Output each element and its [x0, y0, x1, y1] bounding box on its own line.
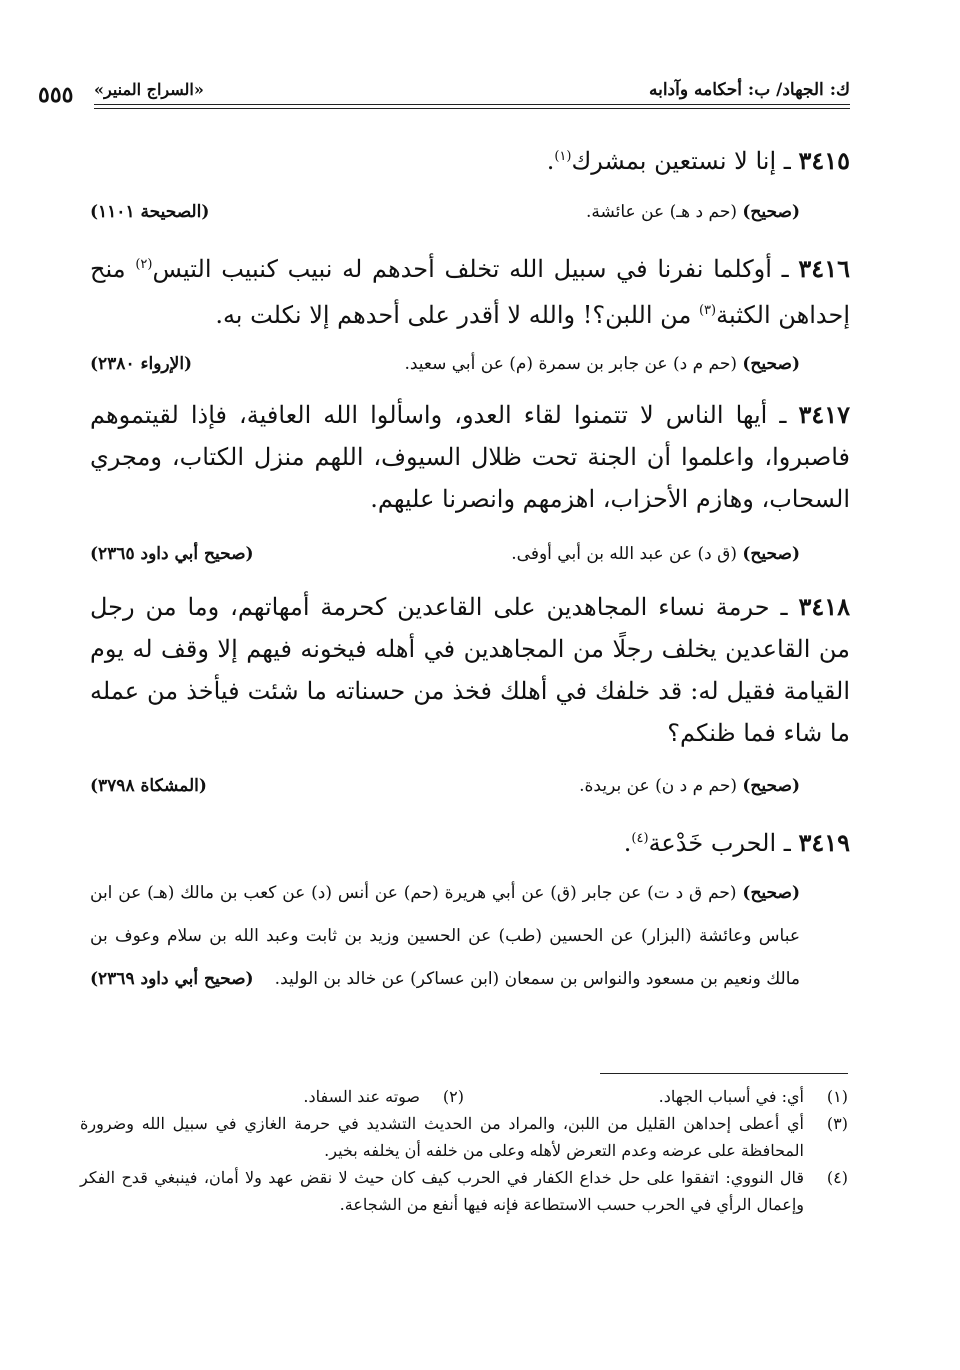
grade-label: (صحيح)	[742, 883, 801, 903]
grade-source: (حم د هـ) عن عائشة.	[585, 202, 737, 222]
footnote-number: (١)	[826, 1087, 848, 1106]
hadith-grade-3418	[90, 776, 800, 806]
grade-source: (ق د) عن عبد الله بن أبي أوفى.	[511, 544, 737, 564]
hadith-text: الحرب خَدْعة	[648, 829, 777, 857]
footnote-2	[80, 1083, 464, 1110]
hadith-3415: ٣٤١٥ ـ إنا لا نستعين بمشرك$^{(١)}$.	[546, 146, 850, 175]
hadith-3417: ٣٤١٧ ـ أيها الناس لا تتمنوا لقاء العدو، واسألوا الله العافية، فإذا لقيتموهم فاصبروا، واعلموا أن الجنة تحت ظلال السيوف، اللهم منزل الكتاب، ومجري السحاب، وهازم الأحزاب، اهزمهم وانصرنا عليهم.	[90, 400, 850, 513]
hadith-number: ٣٤١٨	[798, 592, 850, 621]
hadith-number: ٣٤١٥	[798, 146, 850, 175]
hadith-number: ٣٤١٦	[798, 254, 850, 283]
grade-reference: (الصحيحة ١١٠١)	[90, 202, 210, 222]
page-number: ٥٥٥	[38, 82, 74, 108]
footnote-text: أي: في أسباب الجهاد.	[658, 1087, 804, 1106]
header-rule	[94, 104, 850, 105]
running-header	[38, 72, 850, 108]
grade-label: (صحيح)	[742, 544, 800, 564]
book-title: «السراج المنير»	[94, 80, 204, 99]
grade-reference: (الإرواء ٢٣٨٠)	[90, 354, 193, 374]
hadith-3418: ٣٤١٨ ـ حرمة نساء المجاهدين على القاعدين كحرمة أمهاتهم، وما من رجل من القاعدين يخلف رجلًا من المجاهدين في أهله فيخونه فيهم إلا وقف له يوم القيامة فقيل له: قد خلفك في أهلك فخذ من حسناته ما شئت فيأخذ من عمله ما شاء فما ظنكم؟	[90, 592, 850, 747]
hadith-grade-3415	[90, 202, 800, 232]
footnote-1	[464, 1083, 848, 1110]
grade-reference: (صحيح أبي داود ٢٣٦٥)	[90, 544, 254, 564]
footnote-separator	[600, 1073, 848, 1074]
hadith-number: ٣٤١٧	[798, 400, 850, 429]
footnote-text: صوته عند السفاد.	[303, 1087, 420, 1106]
grade-label: (صحيح)	[742, 354, 800, 374]
hadith-text: إنا لا نستعين بمشرك	[571, 147, 777, 175]
hadith-text: منح إحداهن الكثبة	[90, 255, 850, 329]
grade-label: (صحيح)	[742, 776, 800, 796]
hadith-grade-3419	[90, 872, 800, 1001]
chapter-title: ك: الجهاد/ ب: أحكامه وآدابه	[648, 80, 850, 100]
grade-source: (حم م د ن) عن بريدة.	[579, 776, 737, 796]
hadith-3416: ٣٤١٦ ـ أوكلما نفرنا في سبيل الله تخلف أحدهم له نبيب كنبيب التيس$^{(٢)}$ منح إحداهن الكثبة$^{(٣)}$ من اللبن؟! والله لا أقدر على أحدهم إلا نكلت به.	[90, 254, 850, 329]
footnote-marker: (١)	[554, 149, 572, 164]
footnote-marker: (٤)	[631, 831, 649, 846]
grade-source: (حم م د) عن جابر بن سمرة (م) عن أبي سعيد.	[404, 354, 737, 374]
grade-reference: (المشكاة ٣٧٩٨)	[90, 776, 207, 796]
footnote-number: (٢)	[442, 1087, 464, 1106]
hadith-text: أوكلما نفرنا في سبيل الله تخلف أحدهم له نبيب كنبيب التيس	[152, 255, 772, 283]
footnote-marker: (٣)	[698, 303, 717, 318]
hadith-text: من اللبن؟! والله لا أقدر على أحدهم إلا نكلت به.	[215, 301, 692, 329]
footnote-number: (٤)	[826, 1168, 848, 1187]
grade-source: (حم ق د ت) عن جابر (ق) عن أبي هريرة (حم) عن أنس (د) عن كعب بن مالك (هـ) عن ابن عباس وعائشة (البزار) عن الحسين (طب) عن الحسين وزيد بن ثابت وعبد الله بن سلام وعوف بن مالك ونعيم بن مسعود والنواس بن سمعان (ابن عساكر) عن خالد بن الوليد.	[90, 883, 800, 989]
hadith-text: حرمة نساء المجاهدين على القاعدين كحرمة أمهاتهم، وما من رجل من القاعدين يخلف رجلًا من المجاهدين في أهله فيخونه فيهم إلا وقف له يوم القيامة فقيل له: قد خلفك في أهلك فخذ من حسناته ما شئت فيأخذ من عمله ما شاء فما ظنكم؟	[90, 593, 850, 747]
header-rule-double	[94, 108, 850, 109]
hadith-3419: ٣٤١٩ ـ الحرب خَدْعة$^{(٤)}$.	[623, 828, 850, 857]
footnote-text: أي أعطى إحداهن القليل من اللبن، والمراد من الحديث التشديد في حرمة الغازي في سبيل الله وضرورة المحافظة على عرضه وعدم التعرض لأهله وعلى من خلفه أن يخلفه بخير.	[80, 1114, 804, 1160]
grade-label: (صحيح)	[742, 202, 800, 222]
hadith-grade-3417	[90, 544, 800, 574]
footnote-marker: (٢)	[135, 257, 153, 272]
footnote-3	[80, 1110, 848, 1164]
hadith-number: ٣٤١٩	[798, 828, 850, 857]
hadith-grade-3416	[90, 354, 800, 384]
hadith-text: أيها الناس لا تتمنوا لقاء العدو، واسألوا الله العافية، فإذا لقيتموهم فاصبروا، واعلموا أن الجنة تحت ظلال السيوف، اللهم منزل الكتاب، ومجري السحاب، وهازم الأحزاب، اهزمهم وانصرنا عليهم.	[90, 401, 850, 513]
footnote-4	[80, 1164, 848, 1218]
footnote-text: قال النووي: اتفقوا على حل خداع الكفار في الحرب كيف كان حيث لا نقض عهد ولا أمان، فينبغي قدح الفكر وإعمال الرأي في الحرب حسب الاستطاعة فإنه فيها أنفع من الشجاعة.	[80, 1168, 804, 1214]
grade-reference: (صحيح أبي داود ٢٣٦٩)	[90, 969, 254, 989]
footnote-number: (٣)	[826, 1114, 848, 1133]
footnotes	[80, 1083, 848, 1218]
